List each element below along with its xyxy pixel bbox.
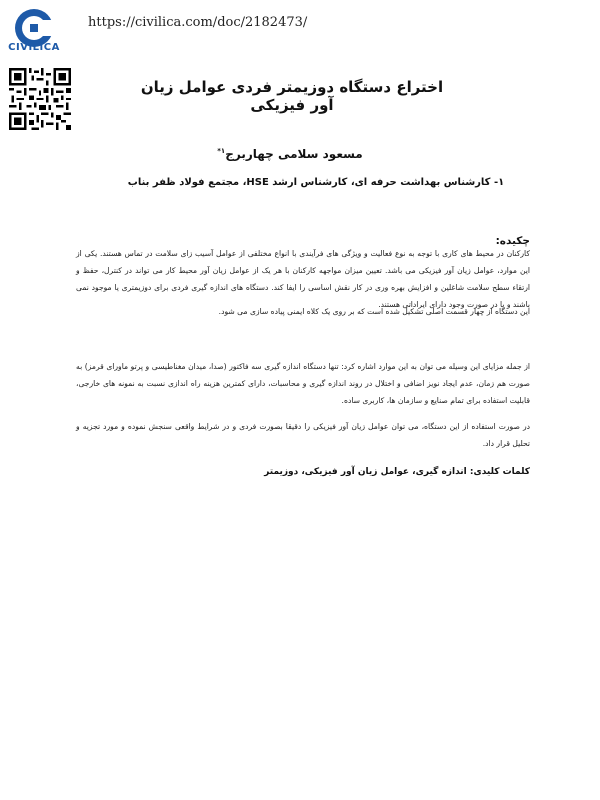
author-name: مسعود سلامی چهاربرج <box>225 147 363 161</box>
abstract-paragraph-4: در صورت استفاده از این دستگاه، می توان عوامل زیان آور فیزیکی را دقیقا بصورت فردی و در شرایط واقعی سنجش نموده و مورد تجزیه و تحلیل قرار داد. <box>76 422 530 448</box>
author-line <box>190 147 390 161</box>
paper-title: اختراع دستگاه دوزیمتر فردی عوامل زیان آور فیزیکی <box>140 78 444 114</box>
affiliation: ۱- کارشناس بهداشت حرفه ای، کارشناس ارشد HSE، مجتمع فولاد ظفر بناب <box>127 177 505 188</box>
keywords: کلمات کلیدی: اندازه گیری، عوامل زیان آور فیزیکی، دوزیمتر <box>264 467 530 477</box>
abstract-paragraph-2: این دستگاه از چهار قسمت اصلی تشکیل شده است که بر روی یک کلاه ایمنی پیاده سازی می شود. <box>218 307 530 316</box>
author-mark: ۱* <box>217 147 226 155</box>
qr-code-icon <box>9 68 71 130</box>
logo-text: CIVILICA <box>8 42 60 53</box>
document-url[interactable]: https://civilica.com/doc/2182473/ <box>88 15 308 30</box>
abstract-paragraph-3: از جمله مزایای این وسیله می توان به این موارد اشاره کرد: تنها دستگاه اندازه گیری سه فاکتور (صدا، میدان مغناطیسی و پرتو ماورای قرمز) به صورت هم زمان، عدم ایجاد نویز اضافی و اختلال در روند اندازه گیری و محاسبات، دارای کمترین هزینه راه اندازی نسبت به نمونه های خارجی، قابلیت استفاده برای تمام صنایع و سازمان ها، کاربری ساده. <box>76 362 530 405</box>
abstract-paragraph-1: کارکنان در محیط های کاری با توجه به نوع فعالیت و ویژگی های فرآیندی با انواع مختلفی از عوامل آسیب زای سلامت در تماس هستند. یکی از این موارد، عوامل زیان آور فیزیکی می باشد. تعیین میزان مواجهه کارکنان با هر یک از عوامل زیان آور محیط کار می تواند در کنترل، حفظ و ارتقاء سطح سلامت شاغلین و افزایش بهره وری در کار نقش اساسی را ایفا کند. دستگاه های اندازه گیری فردی برای دوزیمتری یا موجود نمی باشند و یا در صورت وجود دارای ایراداتی هستند. <box>76 249 530 309</box>
abstract-heading: چکیده: <box>495 235 530 247</box>
